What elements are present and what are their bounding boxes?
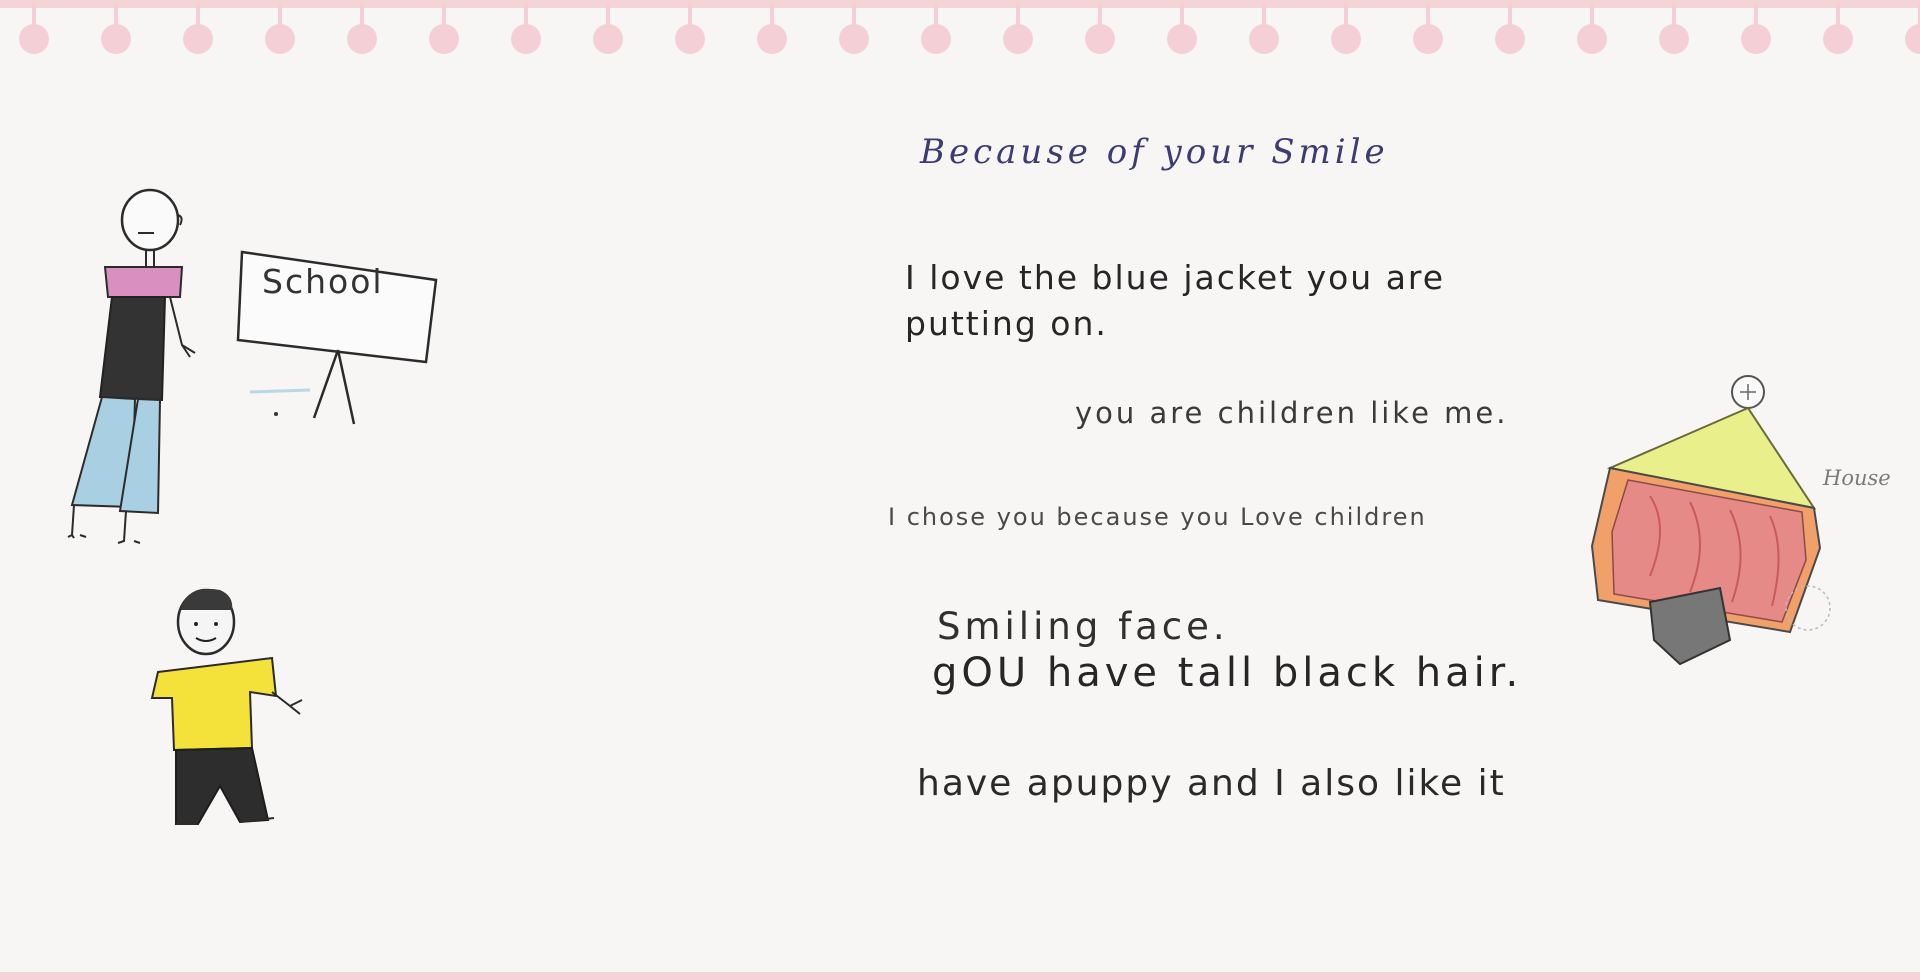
text-line-putting-on: putting on. (905, 304, 1108, 343)
house-label: House (1823, 466, 1891, 490)
teacher-figure-drawing (60, 175, 210, 555)
binding-hole (347, 2, 377, 54)
binding-hole (1167, 2, 1197, 54)
binding-hole (593, 2, 623, 54)
binding-hole (101, 2, 131, 54)
binding-hole (1085, 2, 1115, 54)
text-line-black-hair: gOU have tall black hair. (932, 650, 1523, 696)
binding-hole (1495, 2, 1525, 54)
binding-hole (675, 2, 705, 54)
text-line-blue-jacket: I love the blue jacket you are (905, 258, 1446, 297)
school-sign-label: School (262, 262, 384, 301)
bottom-border (0, 972, 1920, 980)
binding-hole (511, 2, 541, 54)
binding-hole (1413, 2, 1443, 54)
binding-hole (1003, 2, 1033, 54)
text-line-puppy: have apuppy and I also like it (917, 763, 1506, 804)
page-title: Because of your Smile (920, 132, 1389, 172)
house-drawing (1570, 370, 1840, 670)
binding-hole (1823, 2, 1853, 54)
binding-hole (1905, 2, 1920, 54)
binding-hole (1741, 2, 1771, 54)
binding-hole (921, 2, 951, 54)
binding-hole (1577, 2, 1607, 54)
binding-hole (265, 2, 295, 54)
text-line-smiling-face: Smiling face. (937, 605, 1229, 648)
binding-hole (19, 2, 49, 54)
binding-hole (1331, 2, 1361, 54)
text-line-chose-you: I chose you because you Love children (888, 503, 1427, 531)
child-figure-drawing (140, 580, 315, 840)
binding-hole (1249, 2, 1279, 54)
binding-hole (757, 2, 787, 54)
binding-hole (183, 2, 213, 54)
text-line-children-like-me: you are children like me. (1075, 396, 1509, 430)
binding-hole (839, 2, 869, 54)
binding-hole (1659, 2, 1689, 54)
binding-hole (429, 2, 459, 54)
